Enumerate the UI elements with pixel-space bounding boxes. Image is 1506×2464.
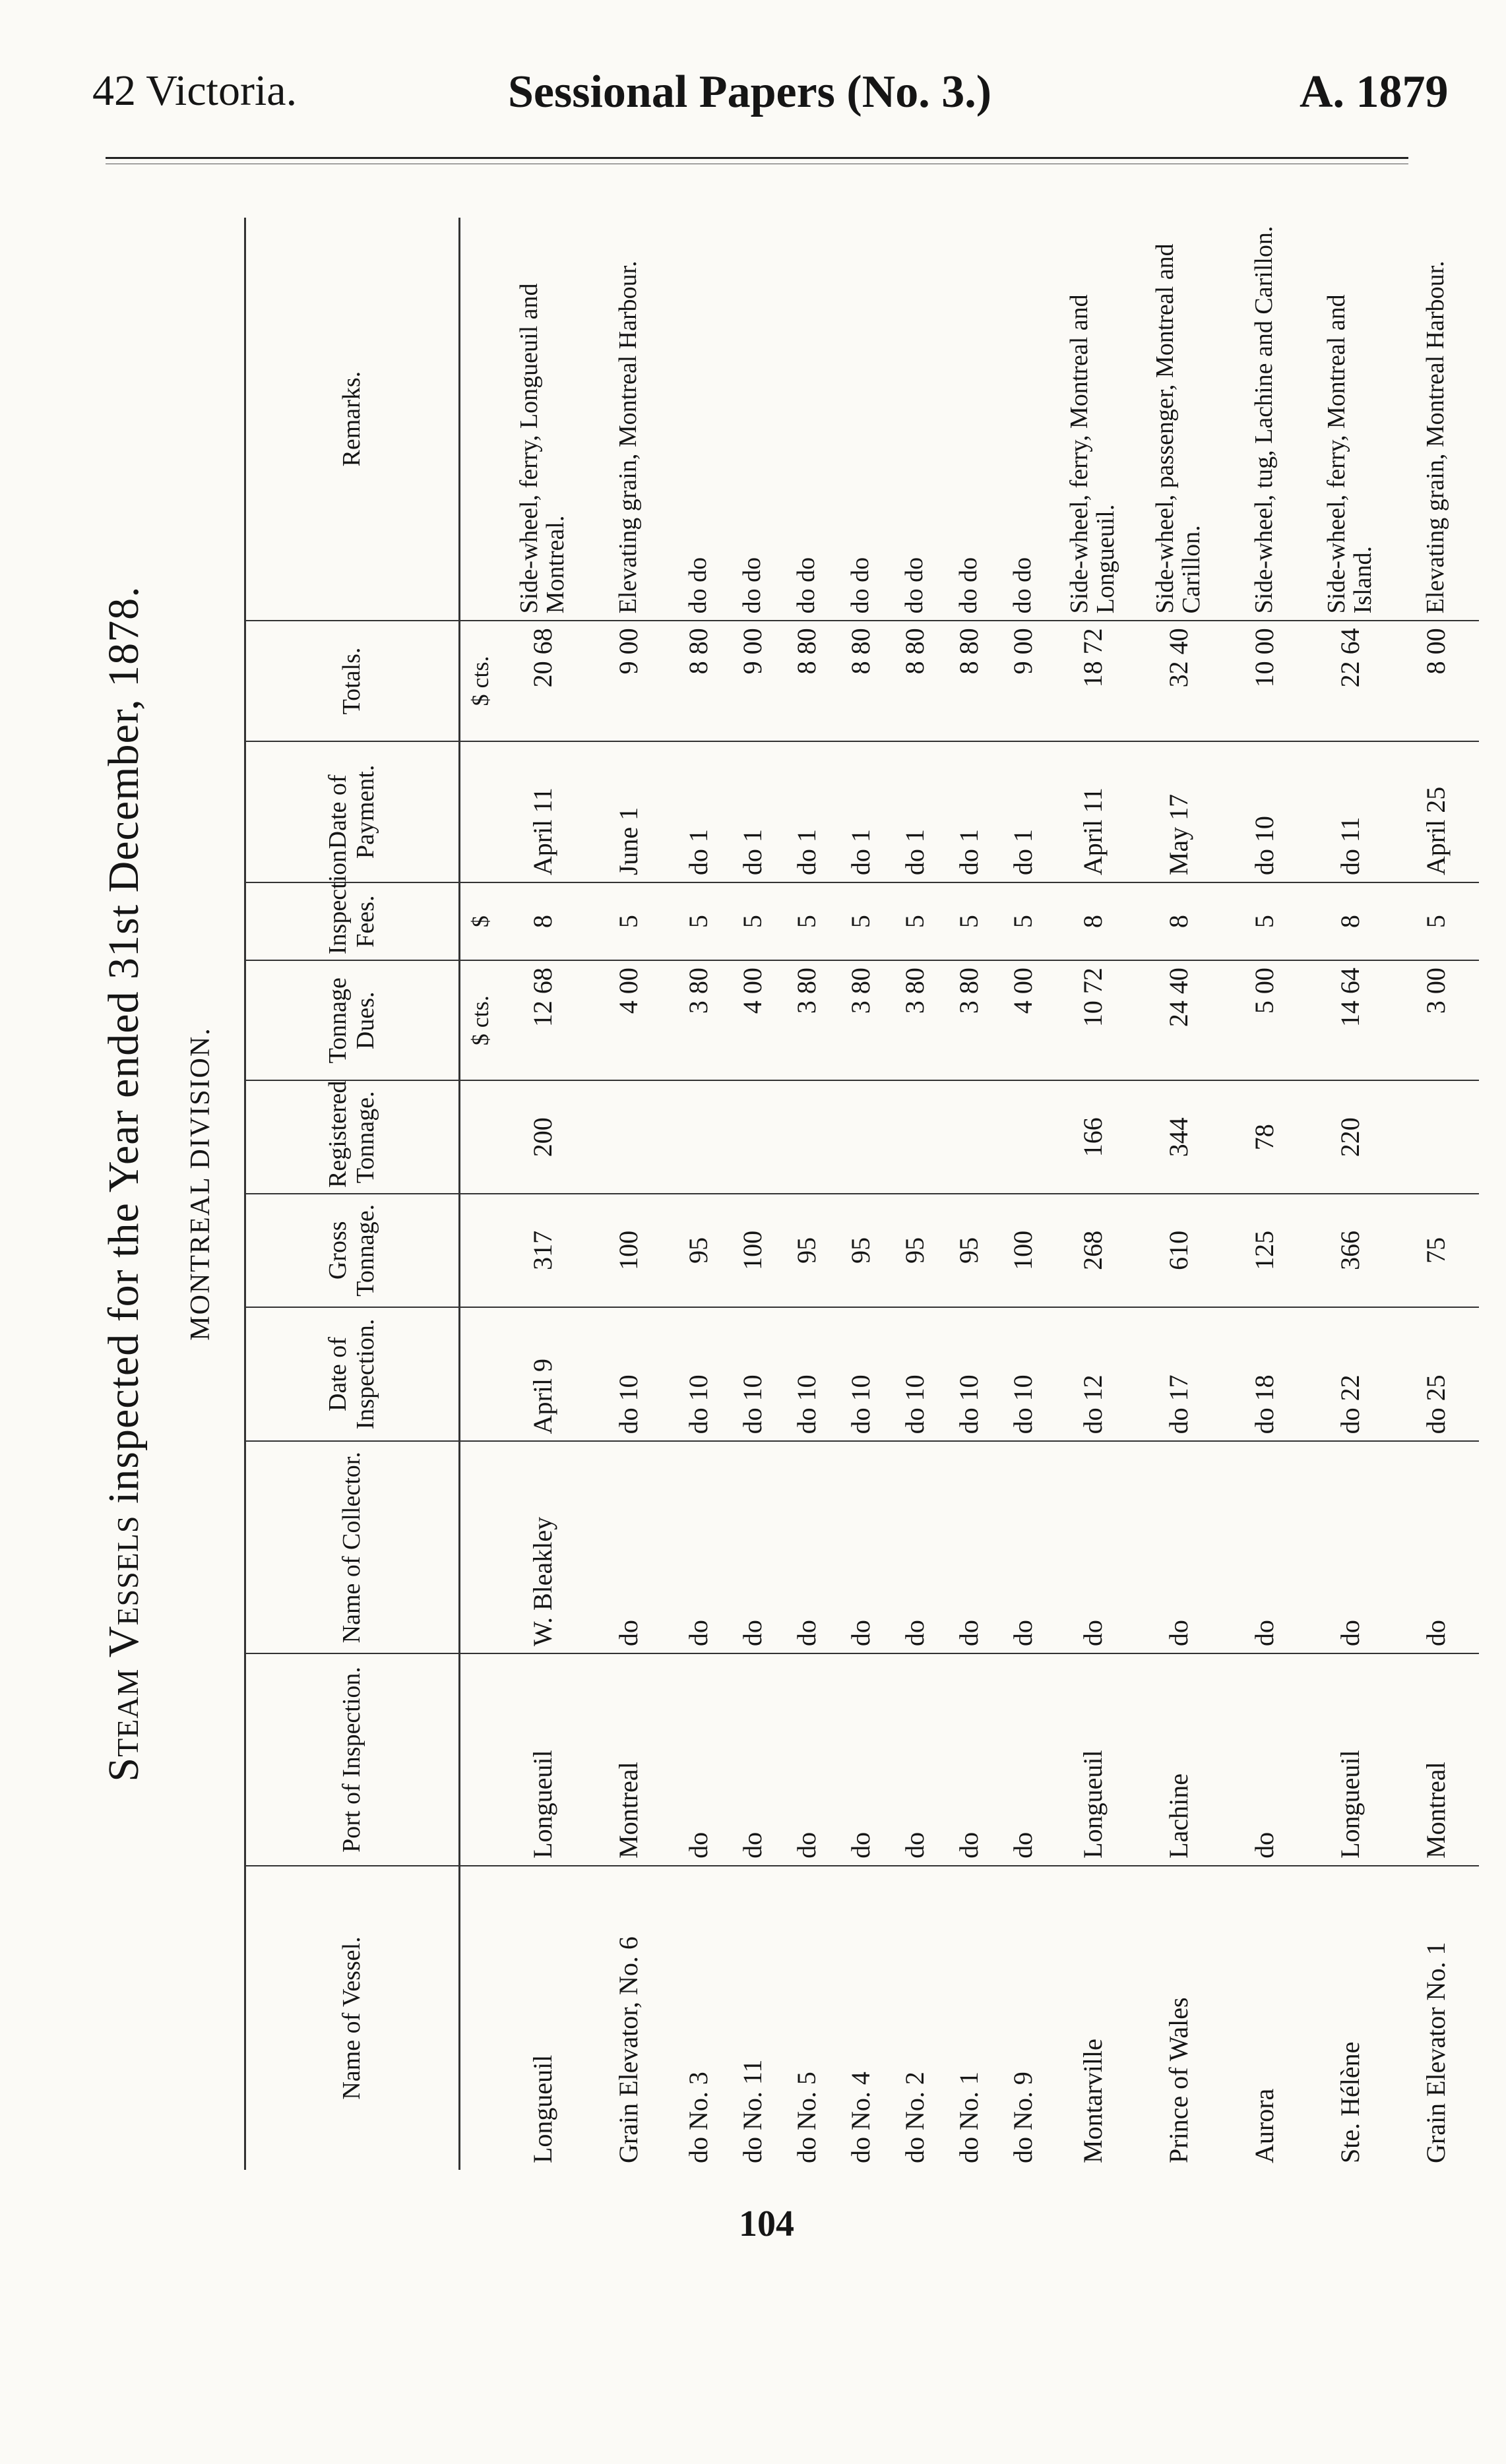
cell-inspection-fees: 5	[672, 882, 726, 960]
cell-gross-tonnage: 366	[1307, 1194, 1393, 1307]
cell-date-inspection: do 10	[834, 1307, 888, 1442]
cell-date-inspection: do 25	[1393, 1307, 1479, 1442]
cell-remarks: do do	[955, 557, 983, 614]
table-row	[888, 218, 942, 2170]
cell-registered-tonnage	[586, 1080, 672, 1194]
cell-vessel: do No. 9	[996, 1866, 1050, 2170]
cell-inspection-fees: 8	[500, 882, 586, 960]
table-row	[996, 218, 1050, 2170]
cell-remarks: Side-wheel, ferry, Montreal and Longueuil.	[1065, 294, 1119, 614]
cell-gross-tonnage: 75	[1393, 1194, 1479, 1307]
cell-gross-tonnage: 100	[726, 1194, 780, 1307]
table-row	[1050, 218, 1136, 2170]
header-session: 42 Victoria.	[92, 67, 298, 115]
cell-registered-tonnage: 78	[1222, 1080, 1307, 1194]
table-title	[99, 178, 149, 2190]
cell-inspection-fees: 5	[780, 882, 834, 960]
cell-date-inspection: do 10	[942, 1307, 996, 1442]
cell-total: 8 00	[1393, 621, 1479, 741]
cell-date-payment: do 10	[1222, 741, 1307, 882]
cell-port: do	[1222, 1653, 1307, 1866]
cell-collector: do	[672, 1441, 726, 1653]
cell-registered-tonnage	[834, 1080, 888, 1194]
cell-inspection-fees: 5	[888, 882, 942, 960]
col-port: Port of Inspection.	[245, 1653, 460, 1866]
col-date-payment: Date of Payment.	[245, 741, 460, 882]
cell-date-inspection: do 10	[726, 1307, 780, 1442]
cell-port: do	[834, 1653, 888, 1866]
cell-registered-tonnage: 344	[1136, 1080, 1222, 1194]
cell-gross-tonnage: 95	[888, 1194, 942, 1307]
cell-remarks: Elevating grain, Montreal Harbour.	[614, 261, 643, 614]
cell-inspection-fees: 8	[1307, 882, 1393, 960]
cell-tonnage-dues: 4 00	[726, 960, 780, 1080]
cell-inspection-fees: 5	[996, 882, 1050, 960]
col-gross-tonnage: Gross Tonnage.	[245, 1194, 460, 1307]
table-title-prefix: Steam Vessels	[100, 1515, 148, 1782]
cell-tonnage-dues: 4 00	[586, 960, 672, 1080]
table-row	[1136, 218, 1222, 2170]
table-row	[780, 218, 834, 2170]
cell-tonnage-dues: 10 72	[1050, 960, 1136, 1080]
cell-vessel: do No. 2	[888, 1866, 942, 2170]
table-row	[500, 218, 586, 2170]
cell-registered-tonnage: 166	[1050, 1080, 1136, 1194]
cell-collector: do	[942, 1441, 996, 1653]
cell-collector: do	[1050, 1441, 1136, 1653]
table-row	[726, 218, 780, 2170]
cell-remarks: Side-wheel, passenger, Montreal and Carillon.	[1151, 243, 1205, 614]
cell-collector: do	[726, 1441, 780, 1653]
cell-vessel: Aurora	[1222, 1866, 1307, 2170]
cell-port: do	[780, 1653, 834, 1866]
table-body	[460, 218, 1480, 2170]
cell-tonnage-dues: 3 80	[780, 960, 834, 1080]
cell-date-payment: April 11	[1050, 741, 1136, 882]
cell-vessel: do No. 1	[942, 1866, 996, 2170]
cell-total: 18 72	[1050, 621, 1136, 741]
cell-date-inspection: do 18	[1222, 1307, 1307, 1442]
cell-remarks: do do	[738, 557, 767, 614]
col-remarks: Remarks.	[245, 218, 460, 621]
table-row	[1307, 218, 1393, 2170]
cell-total: 32 40	[1136, 621, 1222, 741]
cell-date-inspection: do 12	[1050, 1307, 1136, 1442]
table-row	[672, 218, 726, 2170]
cell-registered-tonnage: 220	[1307, 1080, 1393, 1194]
cell-gross-tonnage: 100	[586, 1194, 672, 1307]
cell-port: Longueuil	[500, 1653, 586, 1866]
cell-tonnage-dues: 5 00	[1222, 960, 1307, 1080]
table-header-row	[245, 218, 460, 2170]
cell-collector: do	[1393, 1441, 1479, 1653]
cell-tonnage-dues: 3 80	[834, 960, 888, 1080]
cell-total: 8 80	[780, 621, 834, 741]
cell-gross-tonnage: 95	[834, 1194, 888, 1307]
cell-total: 22 64	[1307, 621, 1393, 741]
col-vessel: Name of Vessel.	[245, 1866, 460, 2170]
cell-date-inspection: do 10	[586, 1307, 672, 1442]
cell-inspection-fees: 5	[942, 882, 996, 960]
page-header	[0, 0, 1506, 152]
cell-total: 8 80	[942, 621, 996, 741]
cell-collector: do	[1136, 1441, 1222, 1653]
cell-port: do	[888, 1653, 942, 1866]
cell-registered-tonnage	[996, 1080, 1050, 1194]
cell-tonnage-dues: 12 68	[500, 960, 586, 1080]
cell-tonnage-dues: 3 80	[888, 960, 942, 1080]
cell-inspection-fees: 8	[1050, 882, 1136, 960]
cell-registered-tonnage: 200	[500, 1080, 586, 1194]
cell-vessel: Montarville	[1050, 1866, 1136, 2170]
col-registered-tonnage: Registered Tonnage.	[245, 1080, 460, 1194]
cell-port: Montreal	[586, 1653, 672, 1866]
cell-vessel: Longueuil	[500, 1866, 586, 2170]
cell-tonnage-dues: 24 40	[1136, 960, 1222, 1080]
cell-vessel: Grain Elevator No. 1	[1393, 1866, 1479, 2170]
col-inspection-fees: Inspection Fees.	[245, 882, 460, 960]
cell-collector: W. Bleakley	[500, 1441, 586, 1653]
cell-vessel: do No. 3	[672, 1866, 726, 2170]
cell-remarks: do do	[684, 557, 712, 614]
col-collector: Name of Collector.	[245, 1441, 460, 1653]
page-number: 104	[739, 2203, 794, 2244]
cell-collector: do	[1307, 1441, 1393, 1653]
division-subtitle: MONTREAL DIVISION.	[185, 1027, 216, 1341]
vessels-table	[244, 218, 1479, 2170]
cell-gross-tonnage: 100	[996, 1194, 1050, 1307]
cell-date-inspection: do 10	[996, 1307, 1050, 1442]
cell-date-payment: do 1	[996, 741, 1050, 882]
cell-date-inspection: do 17	[1136, 1307, 1222, 1442]
cell-tonnage-dues: 14 64	[1307, 960, 1393, 1080]
cell-date-payment: April 25	[1393, 741, 1479, 882]
cell-total: 9 00	[726, 621, 780, 741]
cell-registered-tonnage	[888, 1080, 942, 1194]
table-row	[942, 218, 996, 2170]
col-totals: Totals.	[245, 621, 460, 741]
cell-remarks: Side-wheel, ferry, Longueuil and Montreal.	[515, 283, 569, 614]
cell-date-payment: do 1	[726, 741, 780, 882]
cell-port: do	[672, 1653, 726, 1866]
rotated-table-block	[92, 178, 1451, 2190]
cell-collector: do	[586, 1441, 672, 1653]
cell-total: 8 80	[888, 621, 942, 741]
col-tonnage-dues: Tonnage Dues.	[245, 960, 460, 1080]
cell-registered-tonnage	[672, 1080, 726, 1194]
cell-port: do	[996, 1653, 1050, 1866]
cell-gross-tonnage: 317	[500, 1194, 586, 1307]
cell-date-inspection: April 9	[500, 1307, 586, 1442]
cell-collector: do	[780, 1441, 834, 1653]
cell-vessel: Ste. Hélène	[1307, 1866, 1393, 2170]
cell-collector: do	[834, 1441, 888, 1653]
cell-port: Montreal	[1393, 1653, 1479, 1866]
cell-total: 9 00	[996, 621, 1050, 741]
cell-remarks: do do	[900, 557, 929, 614]
cell-port: Longueuil	[1050, 1653, 1136, 1866]
cell-date-payment: do 1	[888, 741, 942, 882]
header-paper-id: A. 1879	[1300, 67, 1449, 117]
cell-port: Lachine	[1136, 1653, 1222, 1866]
unit-totals: $ cts.	[460, 621, 501, 741]
cell-port: do	[942, 1653, 996, 1866]
cell-inspection-fees: 5	[1393, 882, 1479, 960]
cell-gross-tonnage: 268	[1050, 1194, 1136, 1307]
cell-port: Longueuil	[1307, 1653, 1393, 1866]
cell-date-payment: do 11	[1307, 741, 1393, 882]
cell-date-payment: do 1	[834, 741, 888, 882]
cell-inspection-fees: 5	[834, 882, 888, 960]
cell-inspection-fees: 5	[1222, 882, 1307, 960]
cell-date-inspection: do 10	[672, 1307, 726, 1442]
table-row	[1222, 218, 1307, 2170]
cell-date-payment: do 1	[672, 741, 726, 882]
cell-remarks: do do	[846, 557, 875, 614]
cell-registered-tonnage	[1393, 1080, 1479, 1194]
cell-remarks: do do	[1009, 557, 1037, 614]
cell-inspection-fees: 5	[586, 882, 672, 960]
cell-gross-tonnage: 95	[672, 1194, 726, 1307]
header-title: Sessional Papers (No. 3.)	[508, 67, 992, 117]
cell-total: 8 80	[672, 621, 726, 741]
cell-remarks: Side-wheel, tug, Lachine and Carillon.	[1250, 226, 1278, 614]
cell-collector: do	[1222, 1441, 1307, 1653]
cell-date-inspection: do 22	[1307, 1307, 1393, 1442]
cell-vessel: do No. 11	[726, 1866, 780, 2170]
cell-tonnage-dues: 3 80	[942, 960, 996, 1080]
cell-gross-tonnage: 95	[942, 1194, 996, 1307]
cell-tonnage-dues: 3 00	[1393, 960, 1479, 1080]
cell-total: 9 00	[586, 621, 672, 741]
cell-port: do	[726, 1653, 780, 1866]
table-row	[586, 218, 672, 2170]
cell-date-payment: May 17	[1136, 741, 1222, 882]
col-date-inspection: Date of Inspection.	[245, 1307, 460, 1442]
cell-remarks: do do	[792, 557, 821, 614]
cell-date-payment: June 1	[586, 741, 672, 882]
cell-remarks: Elevating grain, Montreal Harbour.	[1422, 261, 1450, 614]
cell-tonnage-dues: 3 80	[672, 960, 726, 1080]
table-title-rest: inspected for the Year ended 31st December, 1878.	[100, 586, 148, 1504]
cell-tonnage-dues: 4 00	[996, 960, 1050, 1080]
cell-date-payment: April 11	[500, 741, 586, 882]
table-row	[834, 218, 888, 2170]
cell-collector: do	[996, 1441, 1050, 1653]
cell-remarks: Side-wheel, ferry, Montreal and Island.	[1323, 294, 1377, 614]
cell-total: 10 00	[1222, 621, 1307, 741]
cell-total: 20 68	[500, 621, 586, 741]
cell-date-inspection: do 10	[888, 1307, 942, 1442]
table-row	[1393, 218, 1479, 2170]
cell-date-payment: do 1	[780, 741, 834, 882]
cell-registered-tonnage	[780, 1080, 834, 1194]
cell-date-payment: do 1	[942, 741, 996, 882]
cell-gross-tonnage: 95	[780, 1194, 834, 1307]
units-row	[460, 218, 501, 2170]
cell-collector: do	[888, 1441, 942, 1653]
cell-vessel: Grain Elevator, No. 6	[586, 1866, 672, 2170]
cell-gross-tonnage: 610	[1136, 1194, 1222, 1307]
header-rule	[106, 157, 1408, 159]
cell-vessel: Prince of Wales	[1136, 1866, 1222, 2170]
cell-gross-tonnage: 125	[1222, 1194, 1307, 1307]
cell-inspection-fees: 5	[726, 882, 780, 960]
cell-vessel: do No. 4	[834, 1866, 888, 2170]
cell-date-inspection: do 10	[780, 1307, 834, 1442]
cell-registered-tonnage	[942, 1080, 996, 1194]
unit-dues: $ cts.	[460, 960, 501, 1080]
cell-inspection-fees: 8	[1136, 882, 1222, 960]
cell-vessel: do No. 5	[780, 1866, 834, 2170]
cell-registered-tonnage	[726, 1080, 780, 1194]
cell-total: 8 80	[834, 621, 888, 741]
unit-fees: $	[460, 882, 501, 960]
